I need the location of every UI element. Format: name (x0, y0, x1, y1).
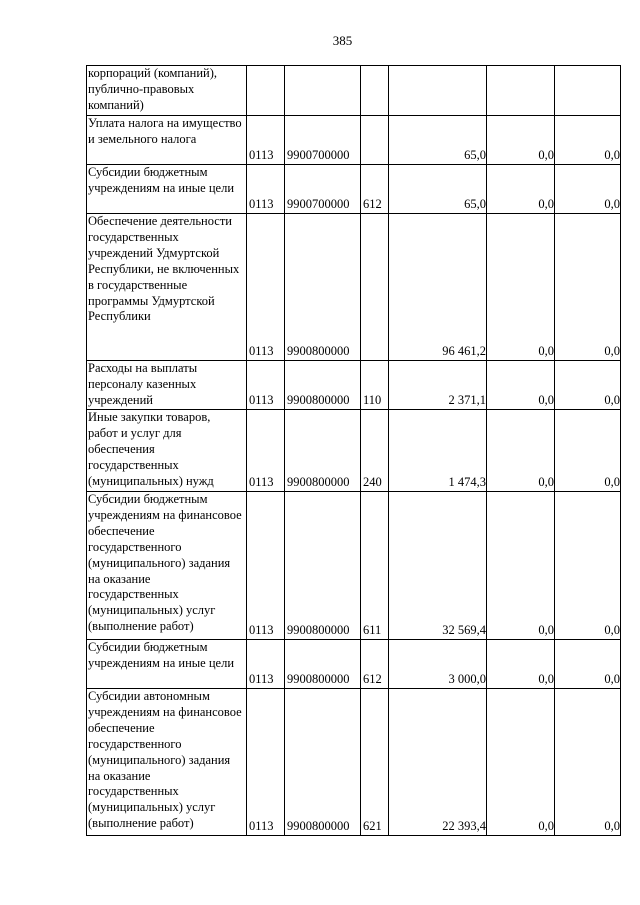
table-row (87, 492, 621, 640)
expense-name-cell: Уплата налога на имущество и земельного налога (87, 116, 247, 165)
amount-year2-cell: 0,0 (487, 165, 555, 214)
expense-name-cell: Субсидии бюджетным учреждениям на финансовое обеспечение государственного (муниципального) задания на оказание государственных (муниципальных) услуг (выполнение работ) (87, 492, 247, 640)
target-code-cell: 9900800000 (285, 689, 361, 836)
amount-year3-cell: 0,0 (555, 689, 621, 836)
expense-type-cell: 240 (361, 410, 389, 492)
amount-year1-cell: 1 474,3 (389, 410, 487, 492)
target-code-cell: 9900700000 (285, 165, 361, 214)
target-code-cell: 9900800000 (285, 361, 361, 410)
table-row (87, 66, 621, 116)
expense-name-cell: Обеспечение деятельности государственных учреждений Удмуртской Республики, не включенных в государственные программы Удмуртской Республики (87, 214, 247, 361)
amount-year3-cell: 0,0 (555, 116, 621, 165)
amount-year2-cell: 0,0 (487, 492, 555, 640)
expense-type-cell: 621 (361, 689, 389, 836)
section-code-cell: 0113 (247, 492, 285, 640)
page-number: 385 (332, 33, 353, 48)
expense-type-cell (361, 66, 389, 116)
expense-name-cell: Расходы на выплаты персоналу казенных учреждений (87, 361, 247, 410)
table-row (87, 165, 621, 214)
section-code-cell: 0113 (247, 640, 285, 689)
expense-type-cell (361, 214, 389, 361)
target-code-cell: 9900800000 (285, 640, 361, 689)
table-row (87, 640, 621, 689)
amount-year2-cell: 0,0 (487, 689, 555, 836)
amount-year1-cell: 2 371,1 (389, 361, 487, 410)
section-code-cell: 0113 (247, 410, 285, 492)
amount-year2-cell: 0,0 (487, 214, 555, 361)
amount-year3-cell (555, 66, 621, 116)
target-code-cell: 9900700000 (285, 116, 361, 165)
amount-year1-cell: 65,0 (389, 116, 487, 165)
target-code-cell (285, 66, 361, 116)
table-row (87, 410, 621, 492)
expense-type-cell: 611 (361, 492, 389, 640)
expense-type-cell: 110 (361, 361, 389, 410)
amount-year3-cell: 0,0 (555, 410, 621, 492)
amount-year1-cell: 3 000,0 (389, 640, 487, 689)
amount-year1-cell: 32 569,4 (389, 492, 487, 640)
amount-year1-cell: 96 461,2 (389, 214, 487, 361)
amount-year1-cell: 65,0 (389, 165, 487, 214)
amount-year1-cell (389, 66, 487, 116)
section-code-cell: 0113 (247, 165, 285, 214)
amount-year1-cell: 22 393,4 (389, 689, 487, 836)
expense-type-cell (361, 116, 389, 165)
target-code-cell: 9900800000 (285, 410, 361, 492)
amount-year3-cell: 0,0 (555, 361, 621, 410)
table-row (87, 116, 621, 165)
expense-name-cell: Субсидии бюджетным учреждениям на иные цели (87, 165, 247, 214)
amount-year3-cell: 0,0 (555, 165, 621, 214)
table-row (87, 214, 621, 361)
amount-year2-cell: 0,0 (487, 361, 555, 410)
expense-type-cell: 612 (361, 640, 389, 689)
target-code-cell: 9900800000 (285, 214, 361, 361)
amount-year3-cell: 0,0 (555, 492, 621, 640)
amount-year2-cell: 0,0 (487, 640, 555, 689)
section-code-cell (247, 66, 285, 116)
expense-name-cell: Субсидии автономным учреждениям на финансовое обеспечение государственного (муниципального) задания на оказание государственных (муниципальных) услуг (выполнение работ) (87, 689, 247, 836)
amount-year2-cell: 0,0 (487, 116, 555, 165)
table-row (87, 689, 621, 836)
section-code-cell: 0113 (247, 116, 285, 165)
expense-name-cell: Субсидии бюджетным учреждениям на иные цели (87, 640, 247, 689)
expense-name-cell: корпораций (компаний), публично-правовых компаний) (87, 66, 247, 116)
amount-year3-cell: 0,0 (555, 214, 621, 361)
section-code-cell: 0113 (247, 214, 285, 361)
amount-year3-cell: 0,0 (555, 640, 621, 689)
expense-type-cell: 612 (361, 165, 389, 214)
expense-name-cell: Иные закупки товаров, работ и услуг для обеспечения государственных (муниципальных) нужд (87, 410, 247, 492)
target-code-cell: 9900800000 (285, 492, 361, 640)
section-code-cell: 0113 (247, 689, 285, 836)
budget-table (86, 65, 621, 836)
table-row (87, 361, 621, 410)
amount-year2-cell (487, 66, 555, 116)
section-code-cell: 0113 (247, 361, 285, 410)
amount-year2-cell: 0,0 (487, 410, 555, 492)
